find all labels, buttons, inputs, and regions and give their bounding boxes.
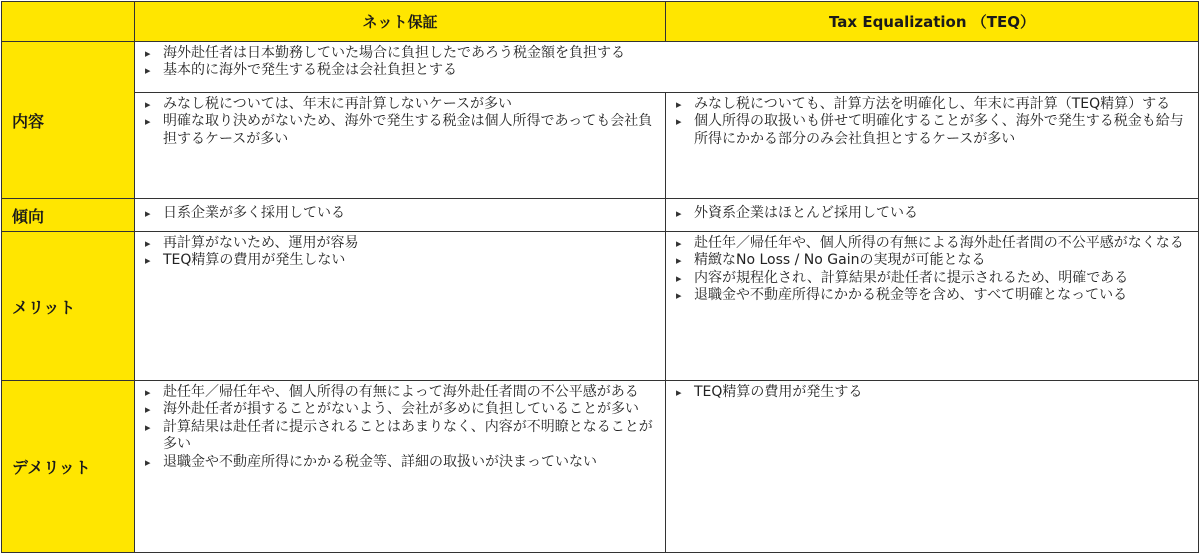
list-item: ▸ TEQ精算の費用が発生しない (143, 252, 657, 269)
row-header-keikou: 傾向 (1, 198, 135, 232)
naiyou-net-cell (134, 92, 666, 199)
list-item: ▸ 日系企業が多く採用している (143, 205, 657, 222)
demerit-teq-cell (665, 380, 1199, 553)
list-item: ▸ 精緻なNo Loss / No Gainの実現が可能となる (674, 252, 1190, 269)
row-header-merit: メリット (1, 231, 135, 381)
merit-teq-cell (665, 231, 1199, 381)
column-header-net: ネット保証 (134, 1, 666, 42)
list-item: ▸ 海外赴任者が損することがないよう、会社が多めに負担していることが多い (143, 401, 657, 418)
column-header-teq: Tax Equalization （TEQ） (665, 1, 1199, 42)
naiyou-teq-cell (665, 92, 1199, 199)
list-item: ▸ みなし税については、年末に再計算しないケースが多い (143, 96, 657, 113)
list-item: ▸ 退職金や不動産所得にかかる税金等を含め、すべて明確となっている (674, 287, 1190, 304)
list-item: ▸ 内容が規程化され、計算結果が赴任者に提示されるため、明確である (674, 270, 1190, 287)
list-item: ▸ 基本的に海外で発生する税金は会社負担とする (143, 62, 1190, 79)
list-item: ▸ 外資系企業はほとんど採用している (674, 205, 1190, 222)
list-item: ▸ 赴任年／帰任年や、個人所得の有無による海外赴任者間の不公平感がなくなる (674, 235, 1190, 252)
list-item: ▸ 再計算がないため、運用が容易 (143, 235, 657, 252)
keikou-net-cell (134, 198, 666, 232)
list-item: ▸ みなし税についても、計算方法を明確化し、年末に再計算（TEQ精算）する (674, 96, 1190, 113)
list-item: ▸ 明確な取り決めがないため、海外で発生する税金は個人所得であっても会社負担するケースが多い (143, 113, 657, 148)
merit-net-cell (134, 231, 666, 381)
list-item: ▸ 計算結果は赴任者に提示されることはあまりなく、内容が不明瞭となることが多い (143, 419, 657, 454)
keikou-teq-cell (665, 198, 1199, 232)
list-item: ▸ 個人所得の取扱いも併せて明確化することが多く、海外で発生する税金も給与所得にかかる部分のみ会社負担とするケースが多い (674, 113, 1190, 148)
corner-header (1, 1, 135, 42)
list-item: ▸ TEQ精算の費用が発生する (674, 384, 1190, 401)
list-item: ▸ 赴任年／帰任年や、個人所得の有無によって海外赴任者間の不公平感がある (143, 384, 657, 401)
naiyou-shared-cell (134, 41, 1199, 93)
comparison-table (1, 1, 1199, 553)
list-item: ▸ 退職金や不動産所得にかかる税金等、詳細の取扱いが決まっていない (143, 454, 657, 471)
list-item: ▸ 海外赴任者は日本勤務していた場合に負担したであろう税金額を負担する (143, 45, 1190, 62)
demerit-net-cell (134, 380, 666, 553)
row-header-demerit: デメリット (1, 380, 135, 553)
row-header-naiyou: 内容 (1, 41, 135, 199)
